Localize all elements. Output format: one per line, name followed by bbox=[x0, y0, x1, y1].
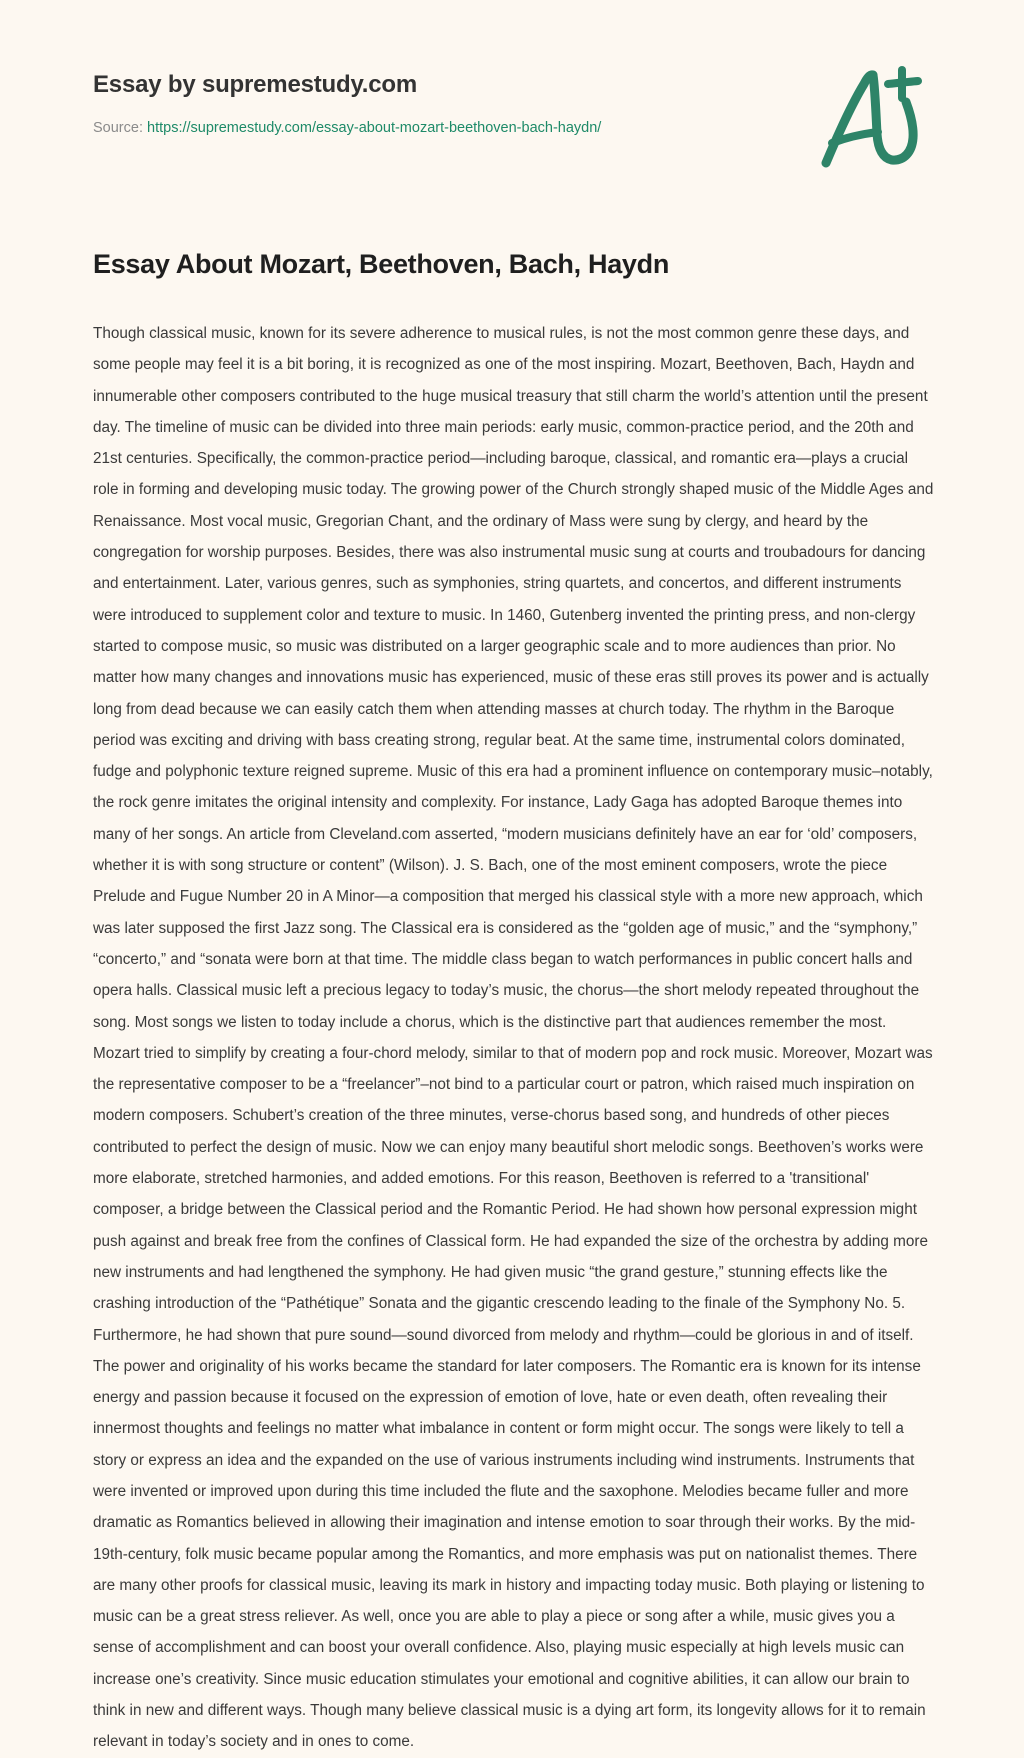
article-body-text: Though classical music, known for its severe adherence to musical rules, is not the most common genre these days, and some people may feel it is a bit boring, it is recognized as one of the most inspiring. Mozart, Beethoven, Bach, Haydn and innumerable other composers contributed to the huge musical treasury that still charm the world’s attention until the present day. The timeline of music can be divided into three main periods: early music, common-practice period, and the 20th and 21st centuries. Specifically, the common-practice period—including baroque, classical, and romantic era—plays a crucial role in forming and developing music today. The growing power of the Church strongly shaped music of the Middle Ages and Renaissance. Most vocal music, Gregorian Chant, and the ordinary of Mass were sung by clergy, and heard by the congregation for worship purposes. Besides, there was also instrumental music sung at courts and troubadours for dancing and entertainment. Later, various genres, such as symphonies, string quartets, and concertos, and different instruments were introduced to supplement color and texture to music. In 1460, Gutenberg invented the printing press, and non-clergy started to compose music, so music was distributed on a larger geographic scale and to more audiences than prior. No matter how many changes and innovations music has experienced, music of these eras still proves its power and is actually long from dead because we can easily catch them when attending masses at church today. The rhythm in the Baroque period was exciting and driving with bass creating strong, regular beat. At the same time, instrumental colors dominated, fudge and polyphonic texture reigned supreme. Music of this era had a prominent influence on contemporary music–notably, the rock genre imitates the original intensity and complexity. For instance, Lady Gaga has adopted Baroque themes into many of her songs. An article from Cleveland.com asserted, “modern musicians definitely have an ear for ‘old’ composers, whether it is with song structure or content” (Wilson). J. S. Bach, one of the most eminent composers, wrote the piece Prelude and Fugue Number 20 in A Minor—a composition that merged his classical style with a more new approach, which was later supposed the first Jazz song. The Classical era is considered as the “golden age of music,” and the “symphony,” “concerto,” and “sonata were born at that time. The middle class began to watch performances in public concert halls and opera halls. Classical music left a precious legacy to today’s music, the chorus—the short melody repeated throughout the song. Most songs we listen to today include a chorus, which is the distinctive part that audiences remember the most. Mozart tried to simplify by creating a four-chord melody, similar to that of modern pop and rock music. Moreover, Mozart was the representative composer to be a “freelancer”–not bind to a particular court or patron, which raised much inspiration on modern composers. Schubert’s creation of the three minutes, verse-chorus based song, and hundreds of other pieces contributed to perfect the design of music. Now we can enjoy many beautiful short melodic songs. Beethoven’s works were more elaborate, stretched harmonies, and added emotions. For this reason, Beethoven is referred to a 'transitional' composer, a bridge between the Classical period and the Romantic Period. He had shown how personal expression might push against and break free from the confines of Classical form. He had expanded the size of the orchestra by adding more new instruments and had lengthened the symphony. He had given music “the grand gesture,” stunning effects like the crashing introduction of the “Pathétique” Sonata and the gigantic crescendo leading to the finale of the Symphony No. 5. Furthermore, he had shown that pure sound—sound divorced from melody and rhythm—could be glorious in and of itself. The power and originality of his works became the standard for later composers. The Romantic era is known for its intense energy and passion because it focused on the expression of emotion of love, hate or even death, often revealing their innermost thoughts and feelings no matter what imbalance in content or form might occur. The songs were likely to tell a story or express an idea and the expanded on the use of various instruments including wind instruments. Instruments that were invented or improved upon during this time included the flute and the saxophone. Melodies became fuller and more dramatic as Romantics believed in allowing their imagination and intense emotion to soar through their works. By the mid-19th-century, folk music became popular among the Romantics, and more emphasis was put on nationalist themes. There are many other proofs for classical music, leaving its mark in history and impacting today music. Both playing or listening to music can be a great stress reliever. As well, once you are able to play a piece or song after a while, music gives you a sense of accomplishment and can boost your overall confidence. Also, playing music especially at high levels music can increase one’s creativity. Since music education stimulates your emotional and cognitive abilities, it can allow our brain to think in new and different ways. Though many believe classical music is a dying art form, its longevity allows for it to remain relevant in today’s society and in ones to come. bbox=[93, 325, 934, 1751]
brand-title: Essay by supremestudy.com bbox=[93, 71, 418, 98]
a-plus-logo-svg bbox=[812, 62, 928, 174]
a-plus-logo-icon bbox=[812, 62, 928, 174]
source-url-link[interactable]: https://supremestudy.com/essay-about-mozart-beethoven-bach-haydn/ bbox=[147, 120, 602, 136]
article-container bbox=[93, 246, 935, 1758]
page-header bbox=[0, 0, 1024, 200]
source-label: Source: bbox=[93, 120, 143, 136]
source-line bbox=[93, 118, 753, 138]
page-title: Essay About Mozart, Beethoven, Bach, Haydn bbox=[93, 249, 670, 279]
header-text-block bbox=[93, 70, 753, 138]
